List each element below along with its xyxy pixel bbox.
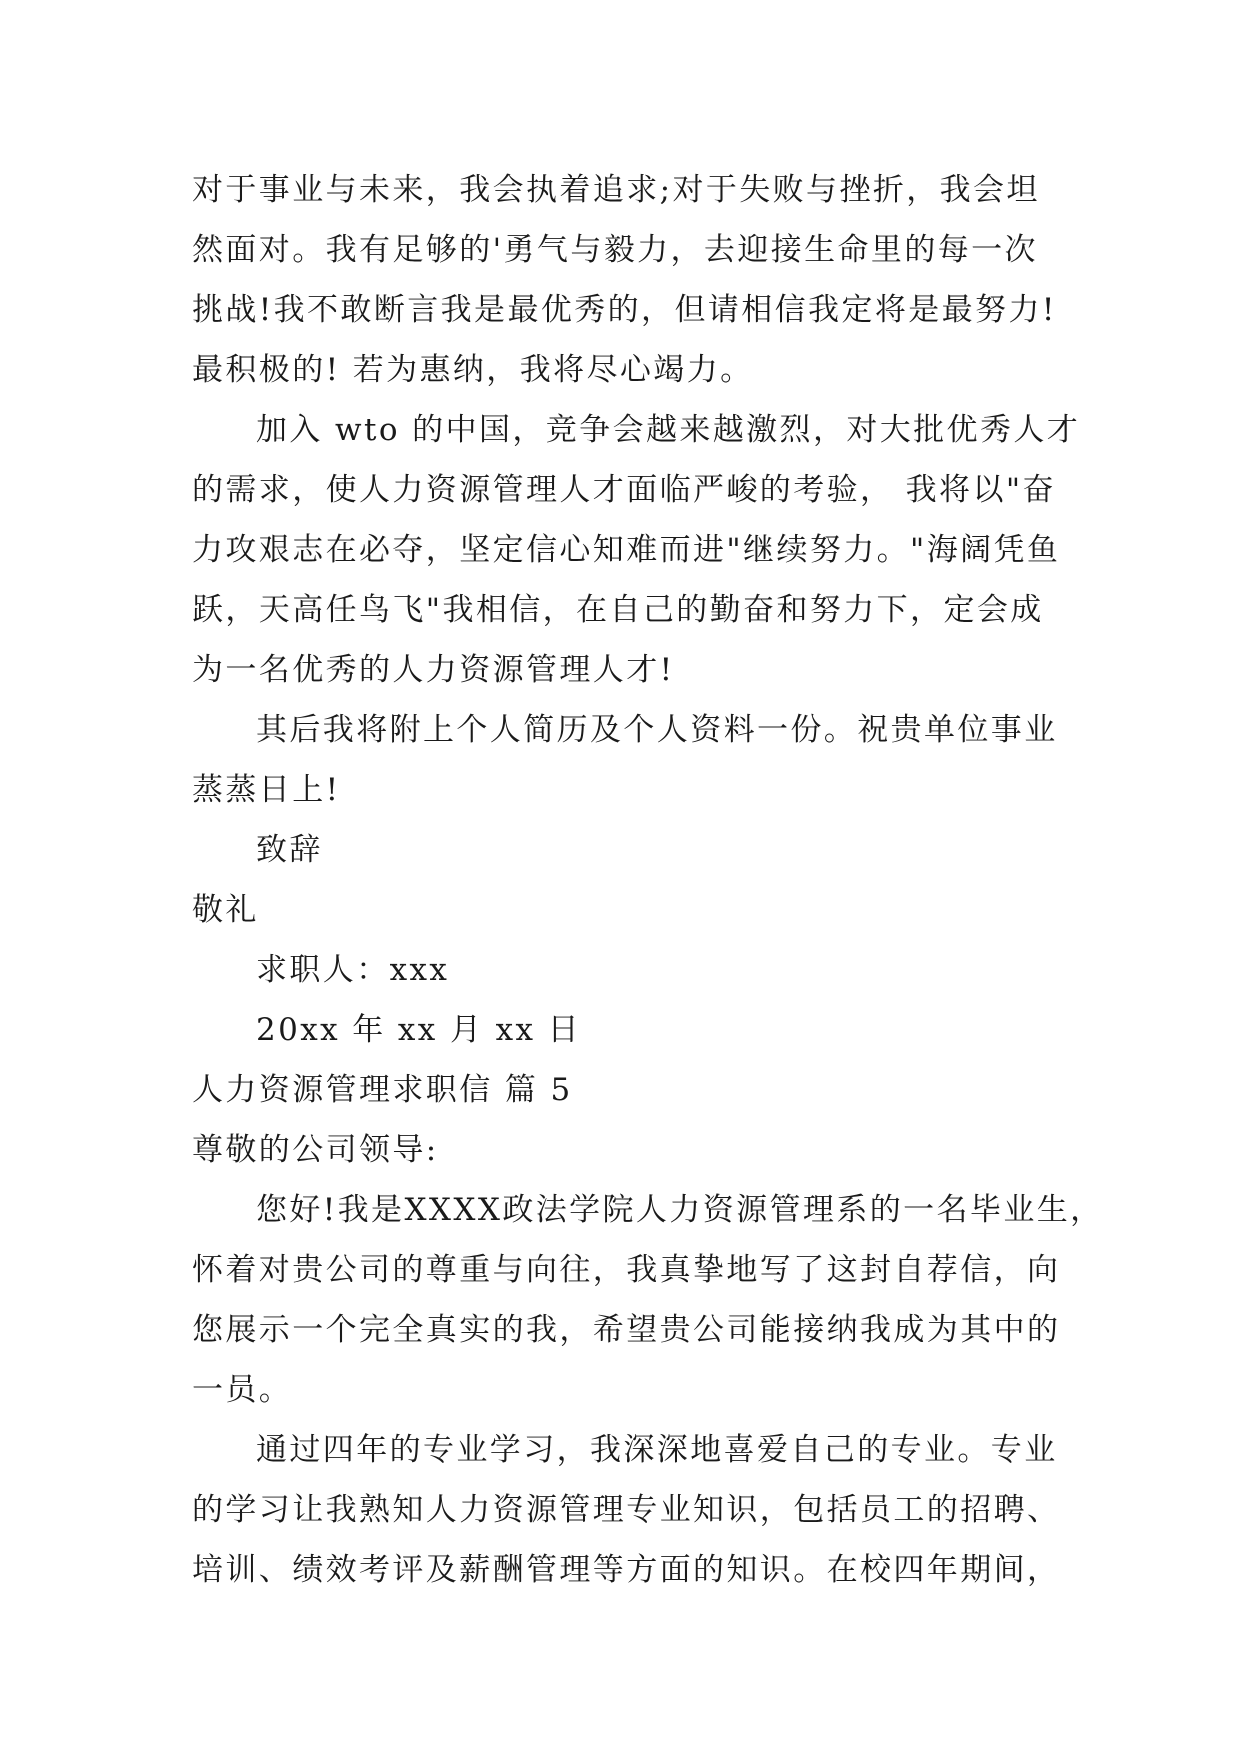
text-line: 怀着对贵公司的尊重与向往，我真挚地写了这封自荐信，向	[192, 1252, 1061, 1288]
text-line: 一员。	[192, 1372, 293, 1408]
text-line: 为一名优秀的人力资源管理人才!	[192, 652, 675, 688]
text-line: 其后我将附上个人简历及个人资料一份。祝贵单位事业	[256, 712, 1058, 748]
text-line: 挑战!我不敢断言我是最优秀的，但请相信我定将是最努力!	[192, 292, 1057, 328]
closing-phrase: 致辞	[256, 832, 323, 868]
text-line: 跃，天高任鸟飞"我相信，在自己的勤奋和努力下，定会成	[192, 592, 1044, 628]
document-page	[192, 160, 1104, 1600]
signature-line: 求职人：xxx	[256, 952, 450, 988]
text-line: 的学习让我熟知人力资源管理专业知识，包括员工的招聘、	[192, 1492, 1061, 1528]
text-line: 蒸蒸日上!	[192, 772, 341, 808]
greeting-line: 尊敬的公司领导:	[192, 1132, 439, 1168]
text-line: 您好!我是XXXX政法学院人力资源管理系的一名毕业生，	[256, 1192, 1104, 1228]
text-line: 然面对。我有足够的'勇气与毅力，去迎接生命里的每一次	[192, 232, 1038, 268]
salutation-closing: 敬礼	[192, 892, 259, 928]
section-heading: 人力资源管理求职信 篇 5	[192, 1072, 573, 1108]
text-line: 力攻艰志在必夺，坚定信心知难而进"继续努力。"海阔凭鱼	[192, 532, 1061, 568]
text-line: 最积极的! 若为惠纳，我将尽心竭力。	[192, 352, 754, 388]
text-line: 的需求，使人力资源管理人才面临严峻的考验， 我将以"奋	[192, 472, 1056, 508]
text-line: 您展示一个完全真实的我，希望贵公司能接纳我成为其中的	[192, 1312, 1061, 1348]
text-line: 加入 wto 的中国，竞争会越来越激烈，对大批优秀人才	[256, 412, 1081, 448]
date-line: 20xx 年 xx 月 xx 日	[256, 1012, 582, 1048]
text-line: 通过四年的专业学习，我深深地喜爱自己的专业。专业	[256, 1432, 1058, 1468]
text-line: 培训、绩效考评及薪酬管理等方面的知识。在校四年期间，	[192, 1552, 1061, 1588]
text-line: 对于事业与未来，我会执着追求;对于失败与挫折，我会坦	[192, 172, 1040, 208]
